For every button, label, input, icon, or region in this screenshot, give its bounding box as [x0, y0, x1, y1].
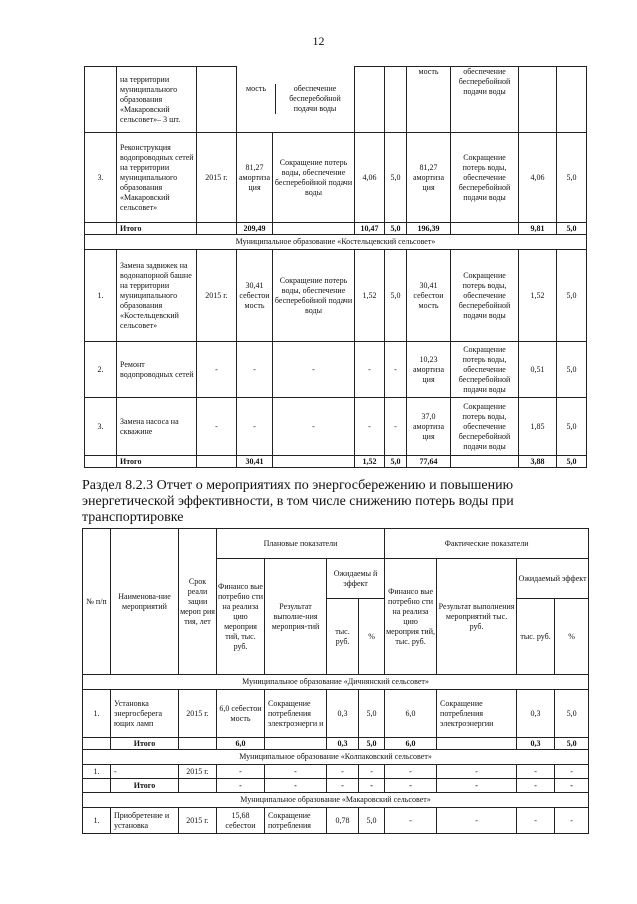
cell-fact-fin: 81,27 амортиза ция: [407, 133, 451, 223]
header-fact-rub: тыс. руб.: [517, 599, 555, 675]
total-fact-fin: 196,39: [407, 223, 451, 235]
cell-plan-rub: 1,52: [355, 250, 385, 342]
header-plan: Плановые показатели: [217, 529, 385, 559]
header-row: [83, 529, 589, 559]
cell-plan-fin: мость: [237, 84, 276, 114]
cell-plan-rub: [355, 67, 385, 133]
heading-line: транспортировке: [82, 510, 184, 525]
cell-fact-pct: 5,0: [555, 690, 589, 738]
cell-fact-result: Сокращение потерь воды, обеспечение бесперебойной подачи воды: [451, 342, 519, 398]
table-row: [85, 398, 587, 456]
total-fact-pct: 5,0: [555, 738, 589, 750]
cell-dash: -: [555, 765, 589, 779]
table-row: [85, 342, 587, 398]
cell-year: -: [197, 398, 237, 456]
cell-plan-fin: 6,0 себестои мость: [217, 690, 265, 738]
cell-num: 1.: [85, 250, 117, 342]
cell-dash: -: [217, 765, 265, 779]
cell-name: Ремонт водопроводных сетей: [117, 342, 197, 398]
total-fact-pct: 5,0: [557, 223, 587, 235]
cell-year: 2015 г.: [197, 250, 237, 342]
cell-plan-result: -: [273, 342, 355, 398]
table-row: [83, 765, 589, 779]
total-label: Итого: [111, 779, 179, 793]
cell-dash: -: [385, 765, 437, 779]
header-fact-effect: Ожидаемый эффект: [517, 559, 589, 599]
cell-plan-result: Сокращение потерь воды, обеспечение бесперебойной подачи воды: [273, 133, 355, 223]
cell-name: -: [111, 765, 179, 779]
total-fact-rub: 3,88: [519, 456, 557, 468]
table-row: [85, 250, 587, 342]
section-heading: [82, 478, 594, 526]
header-plan-effect: Ожидаемы й эффект: [327, 559, 385, 599]
cell-name: Установка энергосберега ющих ламп: [111, 690, 179, 738]
cell-plan-fin: 81,27 амортиза ция: [237, 133, 273, 223]
cell-plan-result: -: [273, 398, 355, 456]
heading-line: Раздел 8.2.3 Отчет о мероприятиях по энергосбережению и повышению: [82, 478, 514, 493]
cell-plan-rub: 4,06: [355, 133, 385, 223]
cell-dash: -: [265, 779, 327, 793]
table-water-losses: [84, 66, 587, 468]
cell-dash: -: [437, 779, 517, 793]
cell-dash: -: [437, 765, 517, 779]
cell-dash: -: [265, 765, 327, 779]
cell-year: 2015 г.: [197, 133, 237, 223]
total-row: [83, 738, 589, 750]
total-plan-fin: 6,0: [217, 738, 265, 750]
cell-name: Замена насоса на скважине: [117, 398, 197, 456]
total-plan-rub: 0,3: [327, 738, 359, 750]
cell-name: Приобретение и установка: [111, 808, 179, 834]
cell-num: 1.: [83, 765, 111, 779]
cell-plan-fin: 15,68 себестои: [217, 808, 265, 834]
header-fact-pct: %: [555, 599, 589, 675]
cell-year: -: [197, 342, 237, 398]
cell-num: 2.: [85, 342, 117, 398]
table-energy-saving: [82, 528, 589, 834]
page-number: 12: [312, 34, 325, 48]
cell-fact-pct: 5,0: [557, 133, 587, 223]
cell-plan-pct: -: [385, 342, 407, 398]
cell-num: 1.: [83, 690, 111, 738]
cell-fact-rub: 0,51: [519, 342, 557, 398]
section-title: Муниципальное образование «Макаровский сельсовет»: [83, 793, 589, 808]
header-plan-fin: Финансо вые потребно сти на реализа цию мероприя тий, тыс. руб.: [217, 559, 265, 675]
total-fact-fin: 77,64: [407, 456, 451, 468]
cell-plan-rub: -: [355, 398, 385, 456]
total-plan-fin: 209,49: [237, 223, 273, 235]
cell-plan-fin: 30,41 себестои мость: [237, 250, 273, 342]
total-plan-rub: 10,47: [355, 223, 385, 235]
cell-year: 2015 г.: [179, 690, 217, 738]
cell-dash: -: [359, 765, 385, 779]
cell-fact-fin: 6,0: [385, 690, 437, 738]
section-row: [83, 793, 589, 808]
cell-plan-result: Сокращение потребления: [265, 808, 327, 834]
header-plan-result: Результат выполне-ния мероприя-тий: [265, 559, 327, 675]
cell-plan-pct: -: [385, 398, 407, 456]
cell-dash: -: [359, 779, 385, 793]
cell-name: Замена задвижек на водонапорной башне на территории муниципального образования «Костельцевский сельсовет»: [117, 250, 197, 342]
cell-fact-pct: 5,0: [557, 398, 587, 456]
cell-num: 3.: [85, 133, 117, 223]
cell-fact-result: Сокращение потерь воды, обеспечение бесперебойной подачи воды: [451, 133, 519, 223]
cell-plan-pct: 5,0: [359, 808, 385, 834]
total-row: [85, 456, 587, 468]
cell-plan-rub: 0,78: [327, 808, 359, 834]
cell-fact-fin: мость: [407, 67, 451, 133]
cell-num: 3.: [85, 398, 117, 456]
section-title: Муниципальное образование «Колпаковский сельсовет»: [83, 750, 589, 765]
cell-dash: -: [217, 779, 265, 793]
cell-dash: -: [517, 808, 555, 834]
cell-plan-result: Сокращение потерь воды, обеспечение бесперебойной подачи воды: [273, 250, 355, 342]
cell-plan-pct: 5,0: [359, 690, 385, 738]
cell-dash: -: [327, 765, 359, 779]
cell-dash: -: [385, 779, 437, 793]
cell-fact-pct: [557, 67, 587, 133]
cell-num: 1.: [83, 808, 111, 834]
section-title: Муниципальное образование «Костельцевский сельсовет»: [85, 235, 587, 250]
section-title: Муниципальное образование «Дичнянский сельсовет»: [83, 675, 589, 690]
cell-name: на территории муниципального образования «Макаровский сельсовет»– 3 шт.: [117, 67, 197, 133]
header-fact-fin: Финансо вые потребно сти на реализа цию мероприя тий, тыс. руб.: [385, 559, 437, 675]
cell-dash: -: [327, 779, 359, 793]
cell-fact-pct: 5,0: [557, 342, 587, 398]
table-row: [83, 808, 589, 834]
cell-dash: -: [385, 808, 437, 834]
cell-year: 2015 г.: [179, 765, 217, 779]
cell-plan-fin: -: [237, 342, 273, 398]
cell-dash: -: [555, 808, 589, 834]
table-row: [83, 690, 589, 738]
total-plan-pct: 5,0: [359, 738, 385, 750]
cell-fact-rub: 1,85: [519, 398, 557, 456]
cell-fact-result: Сокращение потерь воды, обеспечение бесперебойной подачи воды: [451, 398, 519, 456]
cell-fact-pct: 5,0: [557, 250, 587, 342]
header-name: Наименова-ние мероприятий: [111, 529, 179, 675]
cell-fact-rub: 4,06: [519, 133, 557, 223]
header-num: № п/п: [83, 529, 111, 675]
cell-fact-fin: 10,23 амортиза ция: [407, 342, 451, 398]
cell-fact-result: Сокращение потерь воды, обеспечение бесперебойной подачи воды: [451, 250, 519, 342]
table-row: [85, 133, 587, 223]
cell-plan-result: обеспечение бесперебойной подачи воды: [289, 84, 341, 114]
cell-name: Реконструкция водопроводных сетей на территории муниципального образования «Макаровский сельсовет»: [117, 133, 197, 223]
total-fact-fin: 6,0: [385, 738, 437, 750]
section-row: [85, 235, 587, 250]
total-label: Итого: [111, 738, 179, 750]
cell-dash: -: [517, 779, 555, 793]
total-fact-rub: 0,3: [517, 738, 555, 750]
section-row: [83, 675, 589, 690]
cell-fact-result: Сокращение потребления электроэнергии: [437, 690, 517, 738]
cell-fact-fin: 30,41 себестои мость: [407, 250, 451, 342]
header-fact-result: Результат выполнения мероприятий тыс. руб.: [437, 559, 517, 675]
total-row: [85, 223, 587, 235]
cell-fact-rub: [519, 67, 557, 133]
table-row: [85, 67, 587, 133]
total-row: [83, 779, 589, 793]
cell-plan-pct: 5,0: [385, 133, 407, 223]
cell-fact-rub: 0,3: [517, 690, 555, 738]
cell-plan-pct: 5,0: [385, 250, 407, 342]
total-plan-pct: 5,0: [385, 456, 407, 468]
header-fact: Фактические показатели: [385, 529, 589, 559]
section-row: [83, 750, 589, 765]
total-fact-rub: 9,81: [519, 223, 557, 235]
cell-year: [197, 67, 237, 133]
header-plan-rub: тыс. руб.: [327, 599, 359, 675]
header-plan-pct: %: [359, 599, 385, 675]
cell-fact-result: обеспечение бесперебойной подачи воды: [451, 67, 519, 133]
cell-fact-fin: 37,0 амортиза ция: [407, 398, 451, 456]
total-plan-pct: 5,0: [385, 223, 407, 235]
cell-plan-rub: -: [355, 342, 385, 398]
cell-plan-result: Сокращение потребления электроэнерги и: [265, 690, 327, 738]
cell-dash: -: [555, 779, 589, 793]
total-fact-pct: 5,0: [557, 456, 587, 468]
heading-line: энергетической эффективности, в том числе снижению потерь воды при: [82, 494, 514, 509]
cell-plan-pct: [385, 67, 407, 133]
total-plan-fin: 30,41: [237, 456, 273, 468]
header-term: Срок реали зации мероп рия тия, лет: [179, 529, 217, 675]
cell-dash: -: [437, 808, 517, 834]
cell-plan-fin: -: [237, 398, 273, 456]
cell-year: 2015 г.: [179, 808, 217, 834]
total-label: Итого: [117, 456, 197, 468]
total-plan-rub: 1,52: [355, 456, 385, 468]
cell-num: [85, 67, 117, 133]
total-label: Итого: [117, 223, 197, 235]
cell-dash: -: [517, 765, 555, 779]
cell-plan-rub: 0,3: [327, 690, 359, 738]
cell-fact-rub: 1,52: [519, 250, 557, 342]
